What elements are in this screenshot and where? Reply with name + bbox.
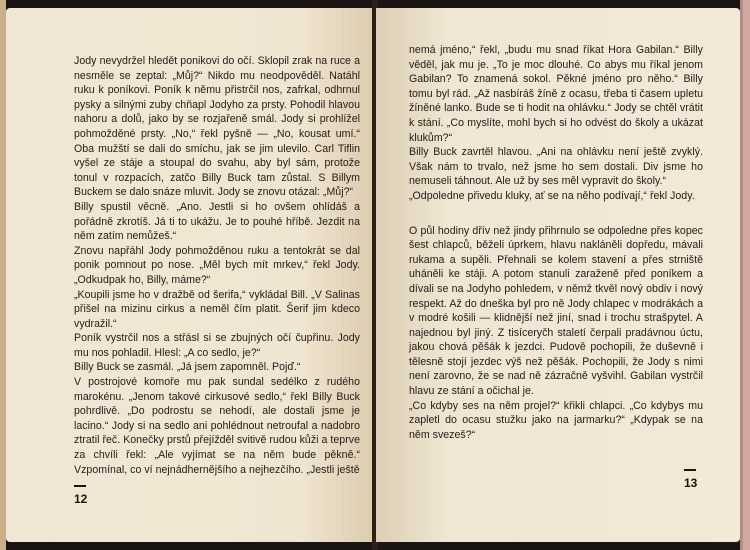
paragraph: Znovu napřáhl Jody pohmožděnou ruku a tentokrát se dal ponik pomnout po nose. „Měl bych mít mrkev,“ řekl Jody. „Odkudpak ho, Billy, máme?“	[74, 244, 360, 286]
paragraph: Billy spustil věcně. „Ano. Jestli si ho ovšem ohlídáš a pořádně zkrotíš. Já ti to ukážu. Je to pouhé hříbě. Jezdit na něm zatím nemůžeš.“	[74, 200, 360, 243]
left-page	[6, 8, 374, 542]
book-cover-edge-right	[740, 0, 750, 550]
right-page-text	[409, 43, 703, 442]
paragraph: „Co kdyby ses na něm projel?“ křikli chlapci. „Co kdybys mu zapletl do ocasu stužku jako na jarmarku?“ „Kdypak se na něm svezeš?“	[409, 399, 703, 441]
page-number: 12	[74, 492, 88, 506]
right-page	[376, 8, 740, 542]
section-break	[409, 204, 703, 224]
paragraph: Billy Buck zavrtěl hlavou. „Ani na ohlávku není ještě zvyklý. Však nám to trvalo, než jsme ho sem dostali. Div jsme ho nemuseli táhnout. Ale už by ses měl vypravit do školy.“	[409, 146, 703, 188]
paragraph: Billy Buck se zasmál. „Já jsem zapomněl. Pojď.“	[74, 361, 301, 374]
left-page-text	[74, 54, 360, 477]
page-number: 13	[684, 476, 698, 490]
paragraph: O půl hodiny dřív než jindy přihrnulo se odpoledne přes kopec šest chlapců, běželi úprkem, hlavu nakláněli dopředu, mávali rukama a supěli. Přehnali se kolem stavení a přes strniště uháněli ke stáji. A potom stanuli zaraženě před poníkem a dívali se na Jodyho pohledem, v němž tkvěl nový obdiv i nový respekt. Až do dneška byl pro ně Jody chlapec v modrákách a v modré košili — klidnější než jiní, snad i trochu strašpytel. A najednou byl jiný. Z tisíceryčh staletí čerpali pradávnou úctu, jakou chová pěšák k jezdci. Pudově pochopili, že duševně i tělesně stojí jezdec výš než pěšák. Pochopili, že Jody s nimi není zarovno, že se nad ně zázračně vyšvihl. Gabilan vystrčil hlavu ze stání a očichal je.	[409, 224, 703, 398]
paragraph: Poník vystrčil nos a střásl si se zbujných očí čupřinu. Jody mu nos pohladil. Hlesl: „A co sedlo, je?“	[74, 332, 360, 359]
paragraph: „Odpoledne přivedu kluky, ať se na něho podívají,“ řekl Jody.	[409, 189, 695, 202]
paragraph: Jody nevydržel hledět ponikovi do očí. Sklopil zrak na ruce a nesměle se zeptal: „Můj?“ Nikdo mu neodpověděl. Natáhl ruku k poníkovi. Poník k němu přistrčil nos, zafrkal, odhrnul pysky a silnými zuby chňapl Jodyho za prsty. Pohodil hlavou nahoru a dolů, jako by se rozjařeně smál. Jody si prohlížel pohmožděné prsty. „No,“ řekl pyšně — „No, kousat umí.“ Oba mužští se dali do smíchu, jak se jim ulevilo. Carl Tiflin vyšel ze stáje a stoupal do svahu, aby byl sám, protože tonul v rozpacích, zatčo Billy Buck tam zůstal. S Billym Buckem se dalo snáze mluvit. Jody se znovu otázal: „Můj?“	[74, 55, 360, 199]
paragraph: „Koupili jsme ho v dražbě od šerifa,“ vykládal Bill. „V Salinas přišel na mizinu cirkus a neměl čím platit. Šerif jim kdeco vydražil.“	[74, 288, 360, 330]
paragraph: nemá jméno,“ řekl, „budu mu snad říkat Hora Gabilan.“ Billy věděl, jak mu je. „To je moc dlouhé. Co abys mu říkal jenom Gabilan? To znamená sokol. Pěkné jméno pro něho.“ Billy tomu byl rád. „Až nasbíráš žíně z ocasu, třeba ti časem upletu žíněné lanko. Bude se ti hodit na ohlávku.“ Jody se chtěl vrátit k stání. „Co myslíte, mohl bych si ho odvést do školy a ukázat klukům?“	[409, 44, 703, 144]
paragraph: V postrojové komoře mu pak sundal sedélko z rudého marokénu. „Jenom takové cirkusové sedlo,“ řekl Billy Buck pohrdlivě. „Do podrostu se nehodí, ale dostali jsme je lacino.“ Jody si na sedlo ani pohlédnout netroufal a nadobro ztratil řeč. Konečky prstů přejížděl svitivě rudou kůži a teprve za chvíli řekl: „Ale vyjímat se na něm bude pěkně.“ Vzpomínal, co ví nejnádhernějšího a nejhezčího. „Jestli ještě	[74, 376, 360, 476]
